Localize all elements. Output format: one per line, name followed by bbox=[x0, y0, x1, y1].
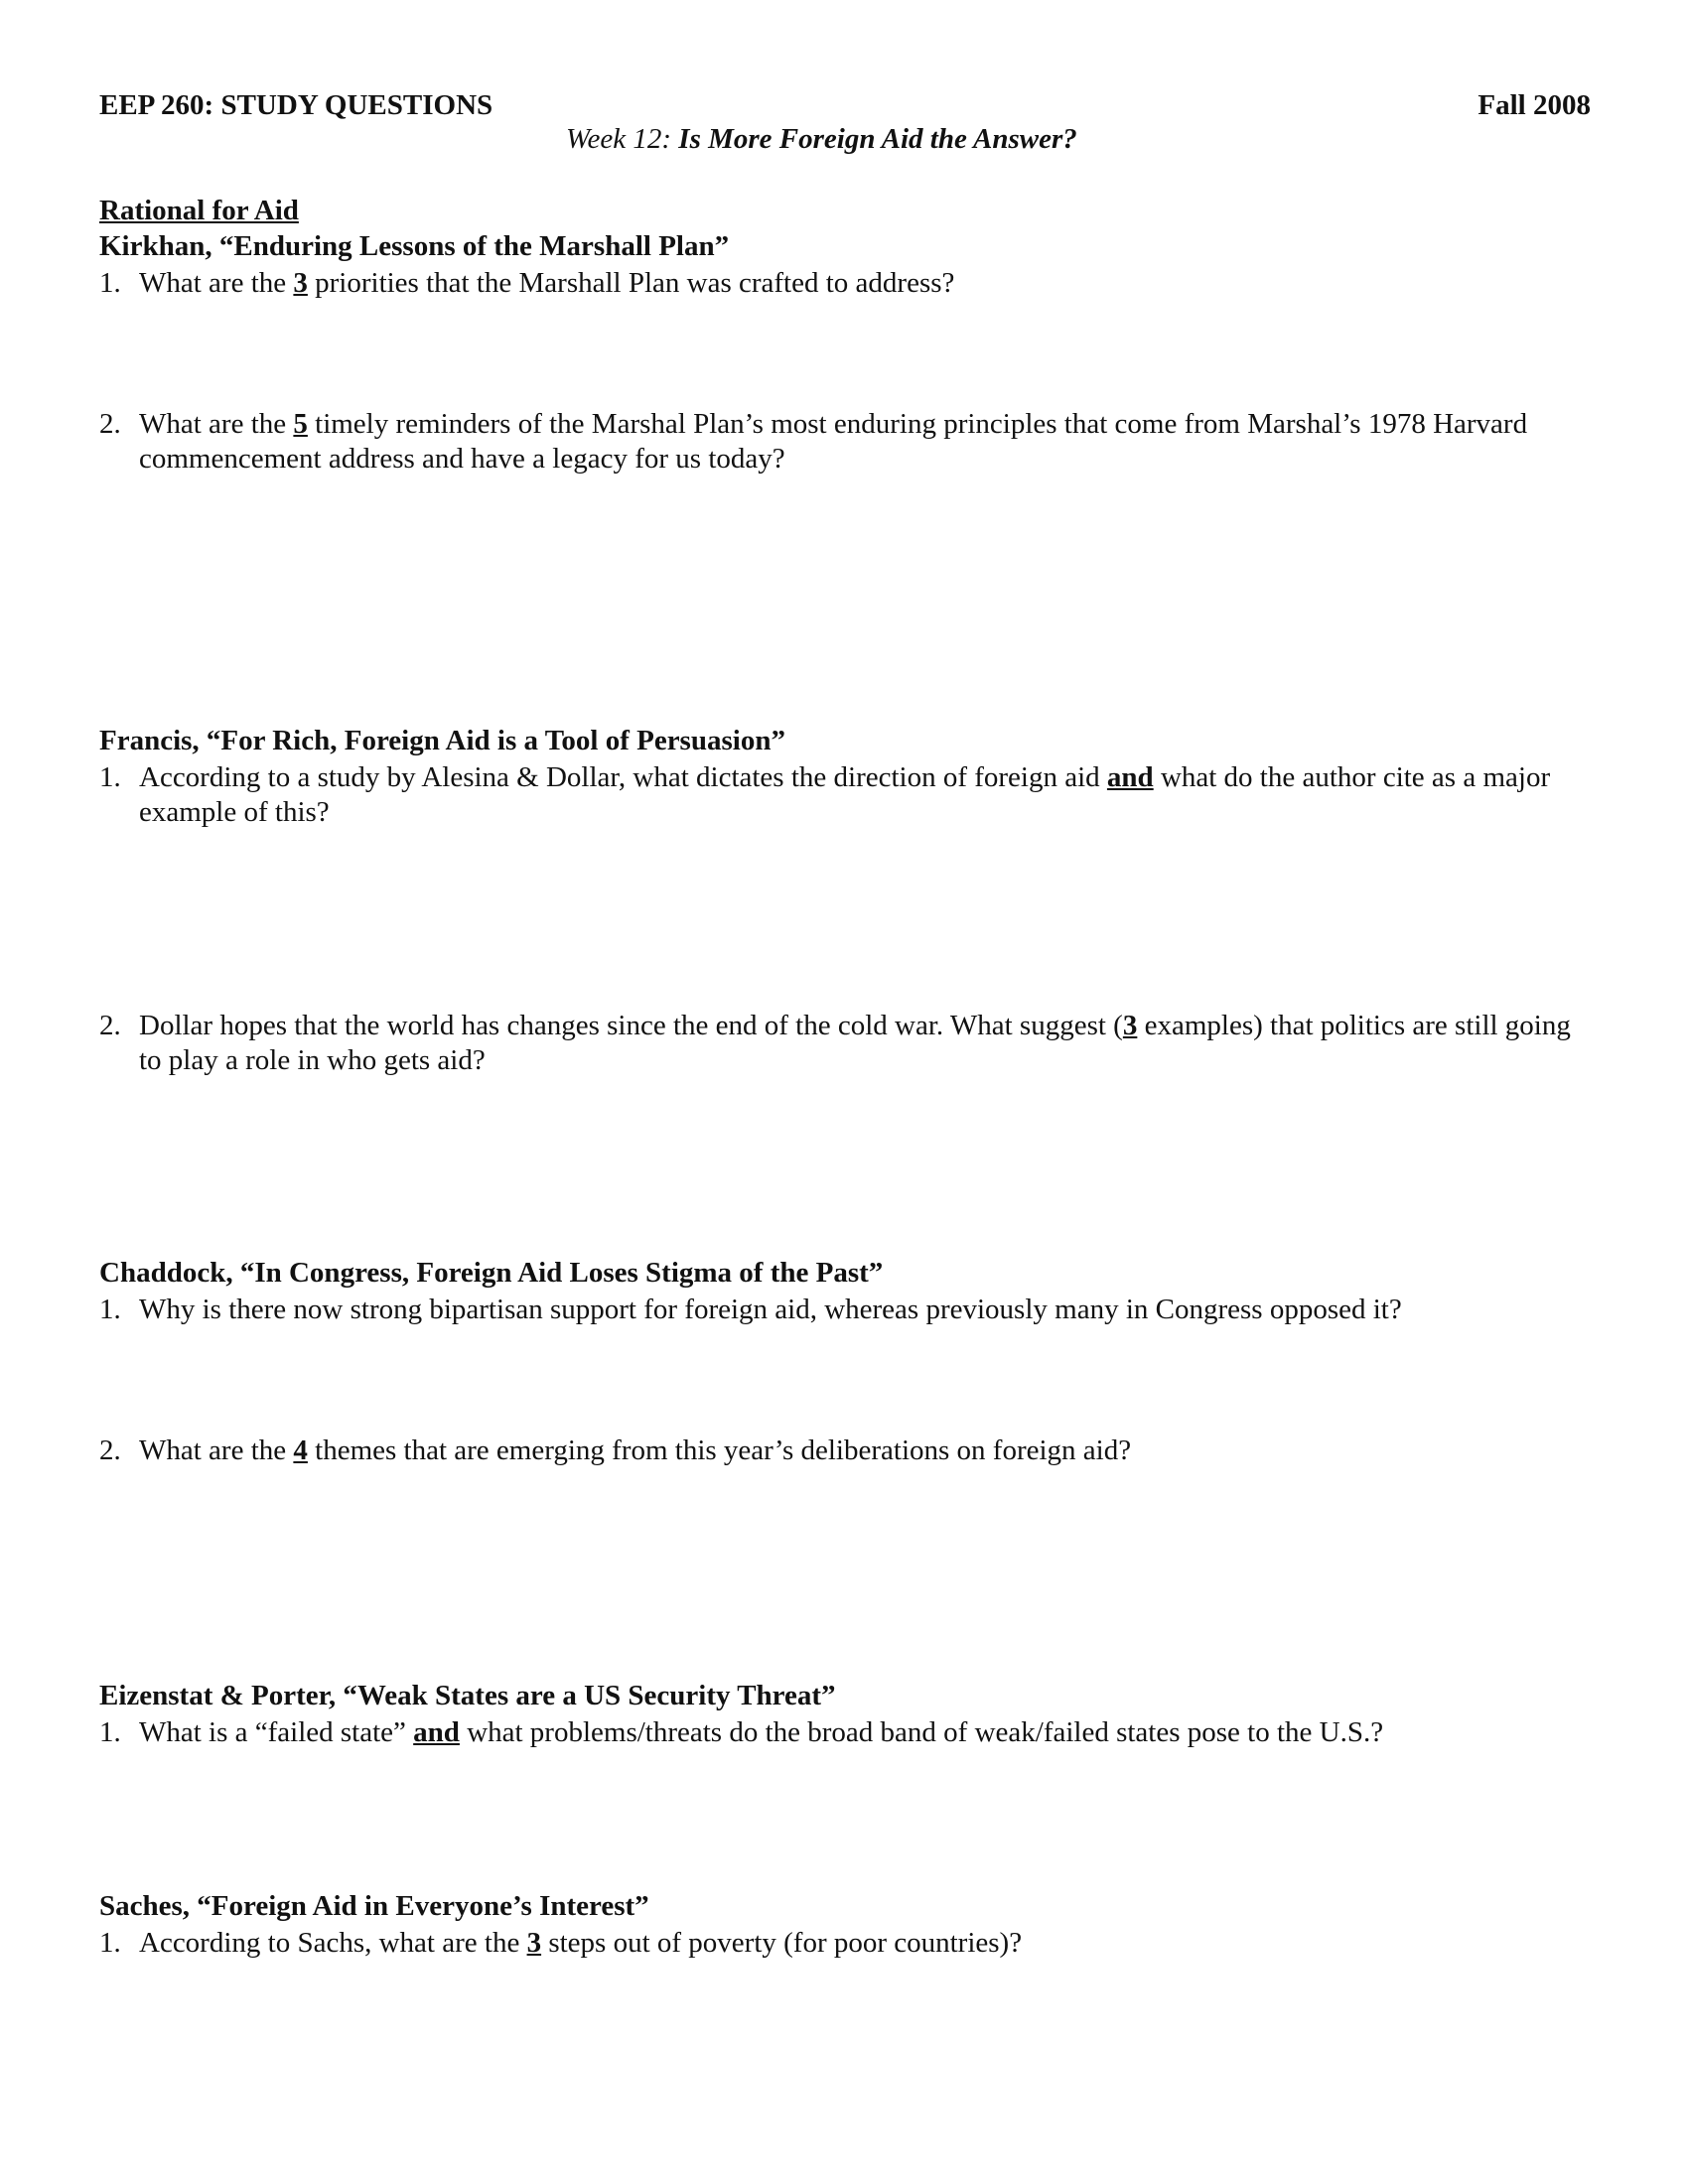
question-number: 2. bbox=[99, 1010, 121, 1041]
question-text: According to a study by Alesina & Dollar, what dictates the direction of foreign aid and what do the author cite as a major example of this? bbox=[139, 761, 1551, 828]
emphasis: and bbox=[1106, 761, 1154, 793]
question-number: 1. bbox=[99, 267, 121, 299]
article-title-kirkhan: Kirkhan, “Enduring Lessons of the Marshall Plan” bbox=[99, 230, 730, 262]
question-text: What are the 3 priorities that the Marshall Plan was crafted to address? bbox=[139, 267, 955, 299]
question-number: 2. bbox=[99, 408, 121, 440]
emphasis: and bbox=[413, 1716, 460, 1748]
emphasis: 3 bbox=[1122, 1010, 1138, 1041]
week-prefix: Week 12: bbox=[566, 123, 672, 155]
article-title-francis: Francis, “For Rich, Foreign Aid is a Tool of Persuasion” bbox=[99, 725, 785, 756]
week-heading bbox=[566, 123, 1077, 156]
question-text: According to Sachs, what are the 3 steps out of poverty (for poor countries)? bbox=[139, 1927, 1023, 1959]
emphasis: 5 bbox=[293, 408, 308, 440]
article-title-eizenstat-porter: Eizenstat & Porter, “Weak States are a US Security Threat” bbox=[99, 1680, 836, 1711]
article-title-chaddock: Chaddock, “In Congress, Foreign Aid Loses Stigma of the Past” bbox=[99, 1257, 884, 1289]
emphasis: 4 bbox=[293, 1434, 308, 1466]
question-text: What are the 4 themes that are emerging from this year’s deliberations on foreign aid? bbox=[139, 1434, 1132, 1466]
article-title-saches: Saches, “Foreign Aid in Everyone’s Interest” bbox=[99, 1890, 649, 1922]
emphasis: 3 bbox=[293, 267, 308, 299]
question-text: What is a “failed state” and what problems/threats do the broad band of weak/failed states pose to the U.S.? bbox=[139, 1716, 1384, 1748]
emphasis: 3 bbox=[526, 1927, 542, 1959]
question-number: 1. bbox=[99, 1927, 121, 1959]
question-number: 1. bbox=[99, 761, 121, 793]
question-text: What are the 5 timely reminders of the Marshal Plan’s most enduring principles that come from Marshal’s 1978 Harvard commencement address and have a legacy for us today? bbox=[139, 408, 1528, 475]
question-number: 1. bbox=[99, 1294, 121, 1325]
question-text: Why is there now strong bipartisan support for foreign aid, whereas previously many in Congress opposed it? bbox=[139, 1294, 1402, 1325]
course-title: EEP 260: STUDY QUESTIONS bbox=[99, 89, 493, 121]
week-title: Is More Foreign Aid the Answer? bbox=[678, 123, 1077, 155]
question-text: Dollar hopes that the world has changes since the end of the cold war. What suggest (3 examples) that politics are still going to play a role in who gets aid? bbox=[139, 1010, 1571, 1076]
term-label: Fall 2008 bbox=[1477, 89, 1591, 121]
question-number: 2. bbox=[99, 1434, 121, 1466]
section-title: Rational for Aid bbox=[99, 195, 299, 226]
question-number: 1. bbox=[99, 1716, 121, 1748]
